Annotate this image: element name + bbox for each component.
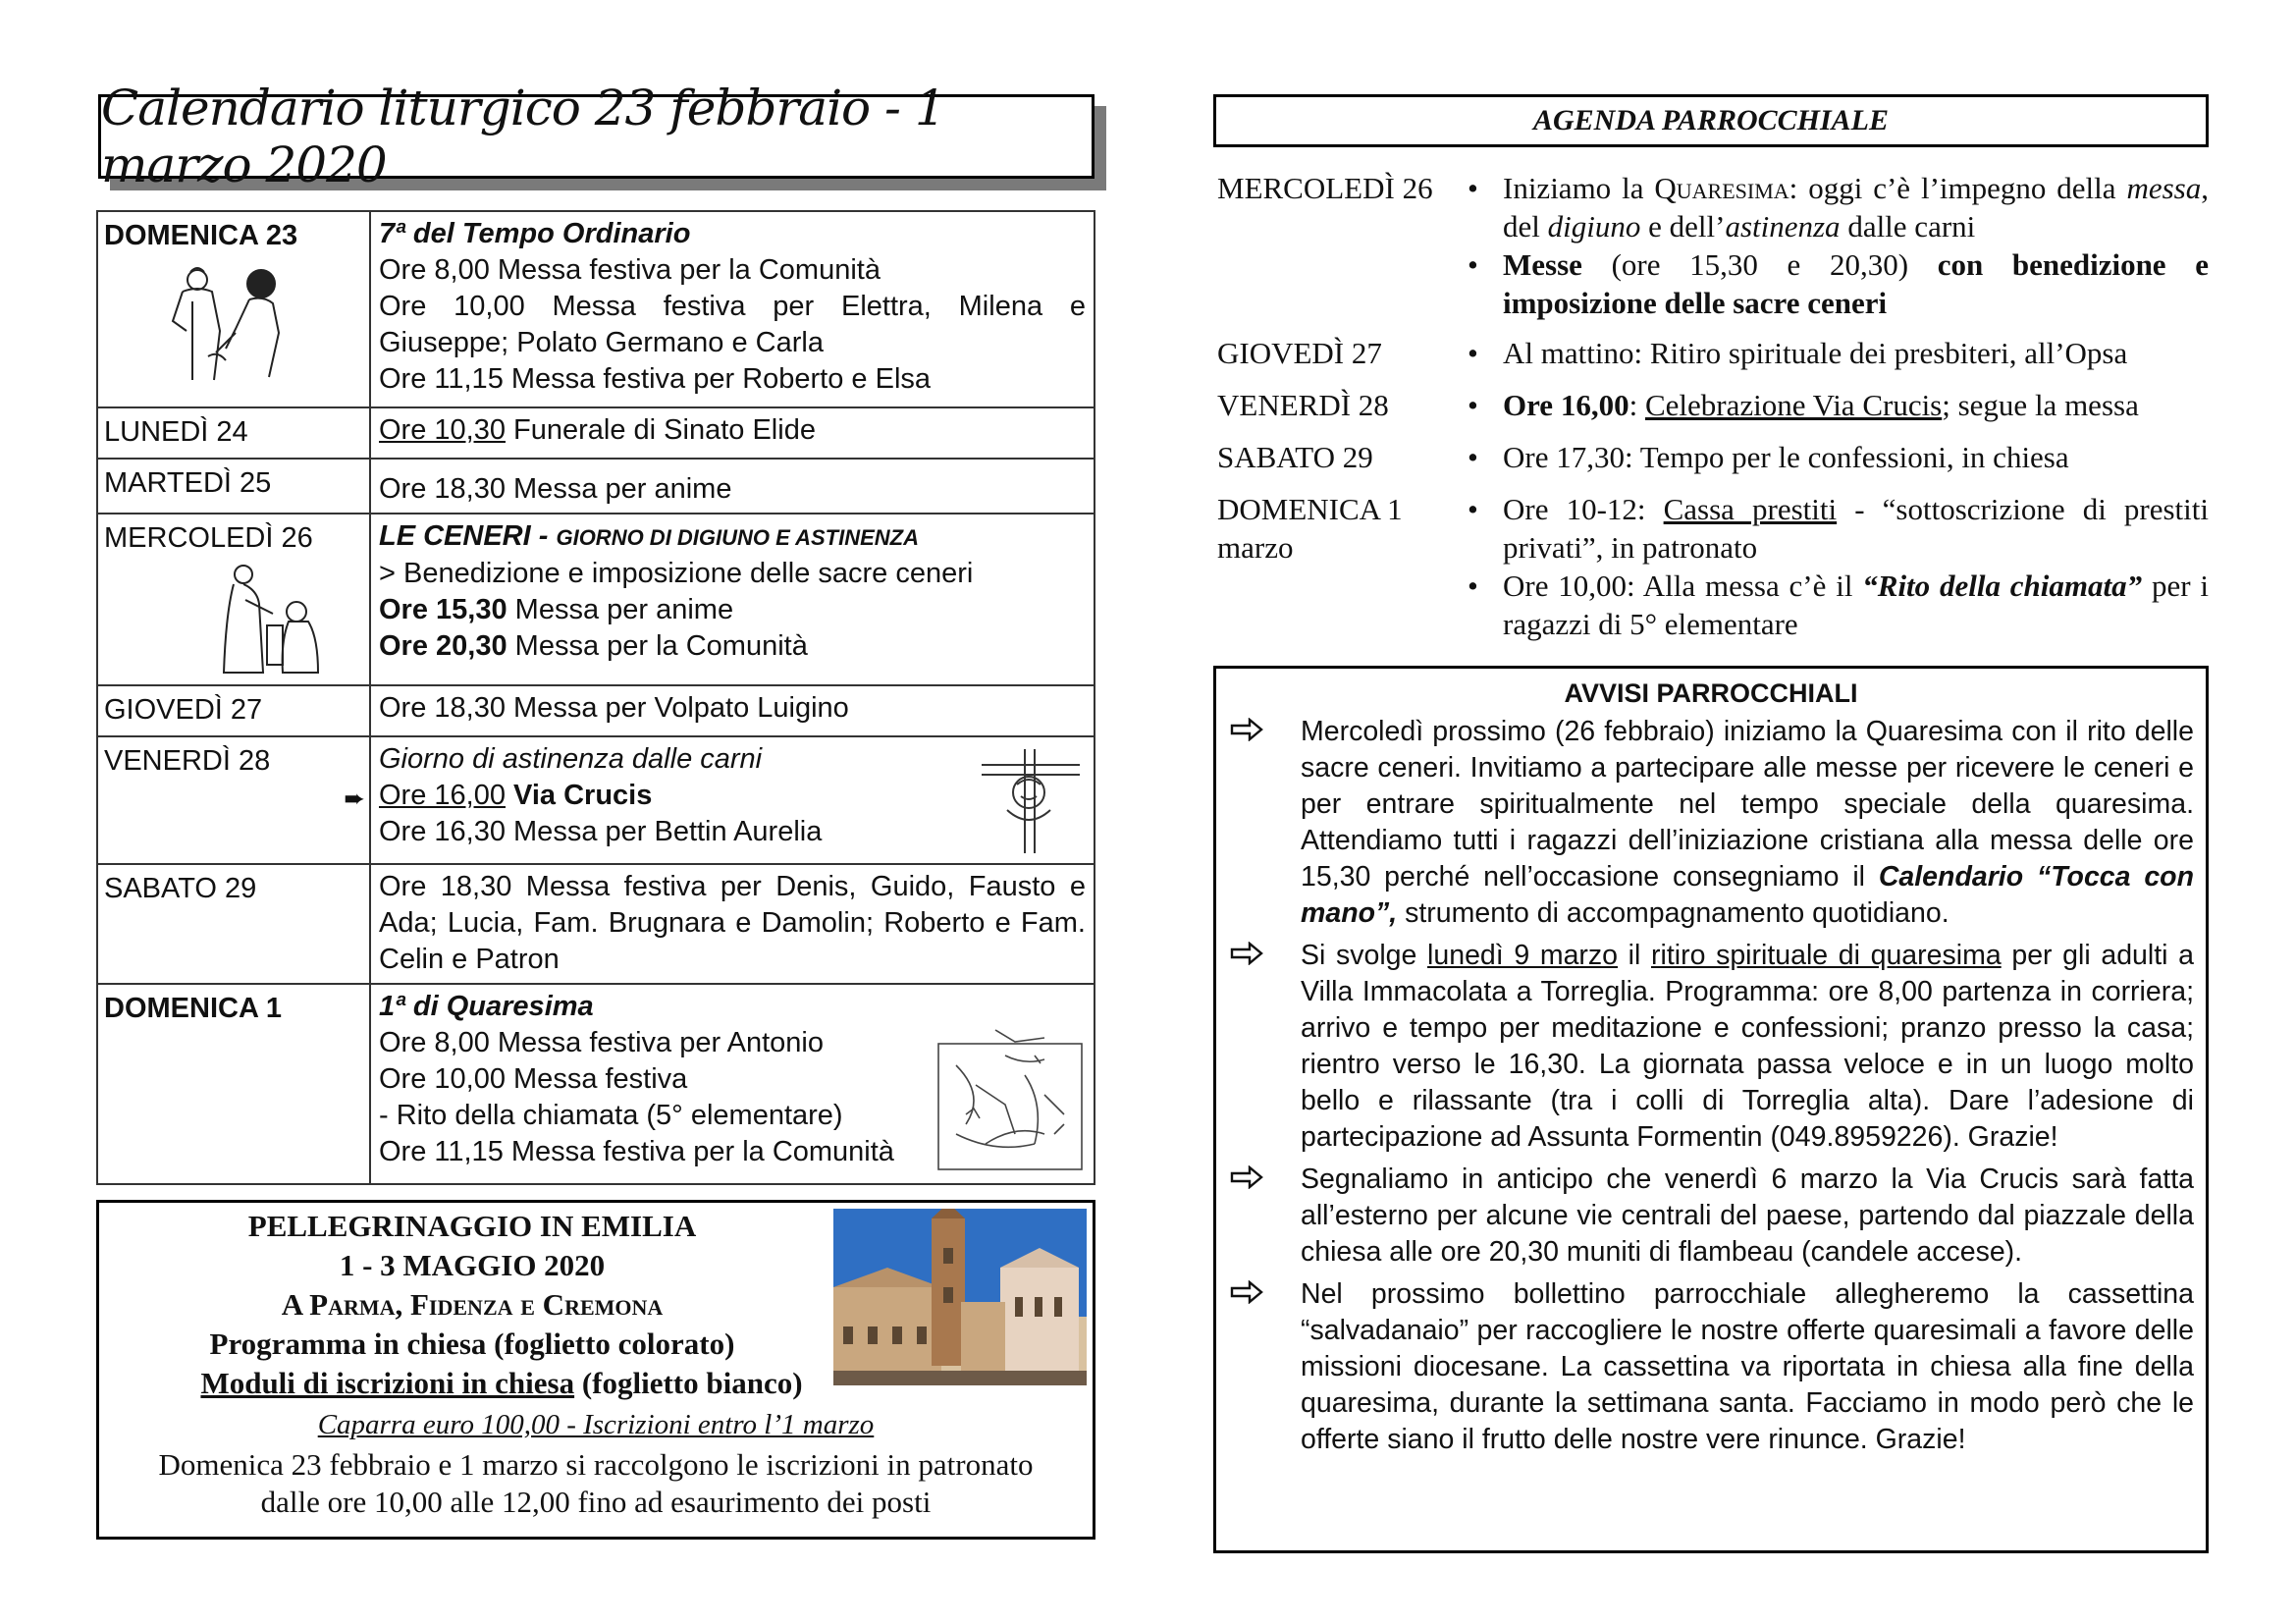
celebration-heading: 1ª di Quaresima xyxy=(379,991,594,1022)
events-cell xyxy=(370,514,1095,685)
table-row xyxy=(97,407,1095,459)
celebration-subheading: GIORNO DI DIGIUNO E ASTINENZA xyxy=(556,525,919,550)
event-time: Ore 15,30 xyxy=(379,594,507,625)
notice-item: Nel prossimo bollettino parrocchiale allegheremo la cassettina “salvadanaio” per raccogliere le nostre offerte quaresimali a favore delle missioni diocesane. La cassettina va riportata in chiesa alla fine della quaresima, durante la settimana santa. Facciamo in modo però che le offerte siano il frutto delle nostre vere rinunce. Grazie! xyxy=(1216,1276,2206,1458)
crucifix-illustration xyxy=(978,745,1086,855)
event-line: Ore 10,00 Messa festiva per Elettra, Milena e Giuseppe; Polato Germano e Carla xyxy=(379,291,1086,358)
calendar-title: Calendario liturgico 23 febbraio - 1 marzo 2020 xyxy=(101,80,945,193)
event-line: Ore 16,30 Messa per Bettin Aurelia xyxy=(379,816,823,847)
pilgrimage-modules-note: (foglietto bianco) xyxy=(574,1366,803,1400)
agenda-day: GIOVEDÌ 27 xyxy=(1217,336,1382,370)
agenda-row xyxy=(1217,169,2209,322)
day-cell xyxy=(97,211,370,407)
day-cell xyxy=(97,514,370,685)
event-line: Ore 11,15 Messa festiva per la Comunità xyxy=(379,1136,894,1167)
agenda-item: • Ore 16,00: Celebrazione Via Crucis; segue la messa xyxy=(1458,386,2209,424)
agenda-header xyxy=(1213,94,2209,147)
agenda-row xyxy=(1217,438,2209,476)
event-line: Ore 18,30 Messa festiva per Denis, Guido, Fausto e Ada; Lucia, Fam. Brugnara e Damolin; Roberto e Fam. Celin e Patron xyxy=(379,871,1086,975)
notice-item: Mercoledì prossimo (26 febbraio) iniziamo la Quaresima con il rito delle sacre ceneri. Invitiamo a partecipare alle messe per ricevere le ceneri e per entrare spiritualmente nel tempo speciale della quaresima. Attendiamo tutti i ragazzi dell’iniziazione cristiana alla messa delle ore 15,30 perché nell’occasione consegniamo il Calendario “Tocca con mano”, strumento di accompagnamento quotidiano. xyxy=(1216,714,2206,932)
day-label: MARTEDÌ 25 xyxy=(104,467,272,499)
event-line: Ore 18,30 Messa per anime xyxy=(379,473,732,505)
day-label: VENERDÌ 28 xyxy=(104,745,271,777)
events-cell xyxy=(370,984,1095,1184)
event-text: Messa per la Comunità xyxy=(507,630,808,662)
event-line: > Benedizione e imposizione delle sacre ceneri xyxy=(379,558,974,589)
notice-item: Si svolge lunedì 9 marzo il ritiro spirituale di quaresima per gli adulti a Villa Immacolata a Torreglia. Programma: ore 8,00 partenza in corriera; arrivo e tempo per meditazione e confessioni; pranzo presso la casa; rientro verso le 16,30. La giornata passa veloce e in un luogo molto bello e rilassante (tra i colli di Torreglia alta). Dare l’adesione di partecipazione ad Assunta Formentin (049.8959226). Grazie! xyxy=(1216,938,2206,1156)
day-label: DOMENICA 23 xyxy=(104,220,298,251)
day-cell xyxy=(97,864,370,984)
table-row xyxy=(97,864,1095,984)
pilgrimage-title: PELLEGRINAGGIO IN EMILIA xyxy=(247,1209,697,1243)
table-row xyxy=(97,736,1095,864)
agenda-day: SABATO 29 xyxy=(1217,440,1373,474)
day-label: LUNEDÌ 24 xyxy=(104,416,248,448)
events-cell xyxy=(370,459,1095,514)
table-row xyxy=(97,211,1095,407)
agenda-day: MERCOLEDÌ 26 xyxy=(1217,171,1433,205)
liturgical-calendar-table xyxy=(96,210,1095,1185)
agenda-day: VENERDÌ 28 xyxy=(1217,388,1389,422)
events-cell xyxy=(370,864,1095,984)
notices-title: AVVISI PARROCCHIALI xyxy=(1564,678,1858,708)
agenda-title: AGENDA PARROCCHIALE xyxy=(1532,104,1890,136)
pilgrimage-deposit: Caparra euro 100,00 - Iscrizioni entro l’1 marzo xyxy=(317,1409,875,1440)
day-cell xyxy=(97,736,370,864)
day-label: SABATO 29 xyxy=(104,873,257,904)
event-line: Ore 11,15 Messa festiva per Roberto e Elsa xyxy=(379,363,932,395)
agenda-item: • Ore 10-12: Cassa prestiti - “sottoscrizione di prestiti privati”, in patronato xyxy=(1458,490,2209,567)
day-label: DOMENICA 1 xyxy=(104,993,282,1024)
notice-item: Segnaliamo in anticipo che venerdì 6 marzo la Via Crucis sarà fatta all’esterno per alcune vie centrali del paese, partendo dal piazzale della chiesa alle ore 20,30 muniti di flambeau (candele accese). xyxy=(1216,1162,2206,1271)
agenda-item: • Al mattino: Ritiro spirituale dei presbiteri, all’Opsa xyxy=(1458,334,2209,372)
agenda-item: • Ore 10,00: Alla messa c’è il “Rito della chiamata” per i ragazzi di 5° elementare xyxy=(1458,567,2209,643)
event-time: Ore 10,30 xyxy=(379,414,506,446)
pilgrimage-info: Domenica 23 febbraio e 1 marzo si raccolgono le iscrizioni in patronato dalle ore 10,00 alle 12,00 fino ad esaurimento dei posti xyxy=(158,1447,1034,1519)
parish-notices-box xyxy=(1213,666,2209,1553)
table-row xyxy=(97,685,1095,736)
celebration-heading: Giorno di astinenza dalle carni xyxy=(379,743,763,775)
agenda-day: DOMENICA 1 marzo xyxy=(1217,492,1403,565)
events-cell xyxy=(370,407,1095,459)
celebration-heading: LE CENERI - xyxy=(379,520,557,552)
day-label: GIOVEDÌ 27 xyxy=(104,694,263,726)
day-label: MERCOLEDÌ 26 xyxy=(104,522,313,554)
parma-cathedral-photo xyxy=(833,1209,1087,1385)
pilgrimage-box xyxy=(96,1200,1095,1540)
arrow-right-icon xyxy=(1230,1280,1263,1304)
jesus-healing-illustration xyxy=(153,262,300,385)
agenda-row xyxy=(1217,334,2209,372)
event-line: - Rito della chiamata (5° elementare) xyxy=(379,1100,843,1131)
day-cell xyxy=(97,685,370,736)
pointing-hand-icon: ➨ xyxy=(344,784,365,813)
day-cell xyxy=(97,459,370,514)
day-cell xyxy=(97,984,370,1184)
agenda-row xyxy=(1217,386,2209,424)
event-text: Via Crucis xyxy=(505,780,653,811)
agenda-row xyxy=(1217,490,2209,643)
arrow-right-icon xyxy=(1230,1165,1263,1189)
event-line: Ore 18,30 Messa per Volpato Luigino xyxy=(379,692,849,724)
table-row xyxy=(97,514,1095,685)
pilgrimage-places: A Parma, Fidenza e Cremona xyxy=(281,1287,664,1322)
event-line: Ore 10,00 Messa festiva xyxy=(379,1063,688,1095)
pilgrimage-dates: 1 - 3 MAGGIO 2020 xyxy=(339,1248,606,1282)
event-line: Ore 8,00 Messa festiva per la Comunità xyxy=(379,254,881,286)
event-time: Ore 16,00 xyxy=(379,780,506,811)
events-cell xyxy=(370,211,1095,407)
events-cell xyxy=(370,736,1095,864)
parish-agenda xyxy=(1217,169,2209,657)
agenda-item: • Messe (ore 15,30 e 20,30) con benedizione e imposizione delle sacre ceneri xyxy=(1458,245,2209,322)
agenda-item: • Ore 17,30: Tempo per le confessioni, in chiesa xyxy=(1458,438,2209,476)
calling-scene-illustration xyxy=(936,1026,1084,1173)
day-cell xyxy=(97,407,370,459)
pilgrimage-program: Programma in chiesa (foglietto colorato) xyxy=(209,1326,735,1361)
calendar-title-box xyxy=(98,80,1095,193)
ashes-imposition-illustration xyxy=(206,561,324,678)
events-cell xyxy=(370,685,1095,736)
celebration-heading: 7ª del Tempo Ordinario xyxy=(379,218,691,249)
event-line: Ore 8,00 Messa festiva per Antonio xyxy=(379,1027,824,1058)
arrow-right-icon xyxy=(1230,942,1263,965)
arrow-right-icon xyxy=(1230,718,1263,741)
table-row xyxy=(97,984,1095,1184)
event-text: Funerale di Sinato Elide xyxy=(505,414,816,446)
pilgrimage-modules-link: Moduli di iscrizioni in chiesa xyxy=(200,1366,575,1400)
event-text: Messa per anime xyxy=(507,594,734,625)
table-row xyxy=(97,459,1095,514)
event-time: Ore 20,30 xyxy=(379,630,507,662)
agenda-item: • Iniziamo la Quaresima: oggi c’è l’impegno della messa, del digiuno e dell’astinenza dalle carni xyxy=(1458,169,2209,245)
